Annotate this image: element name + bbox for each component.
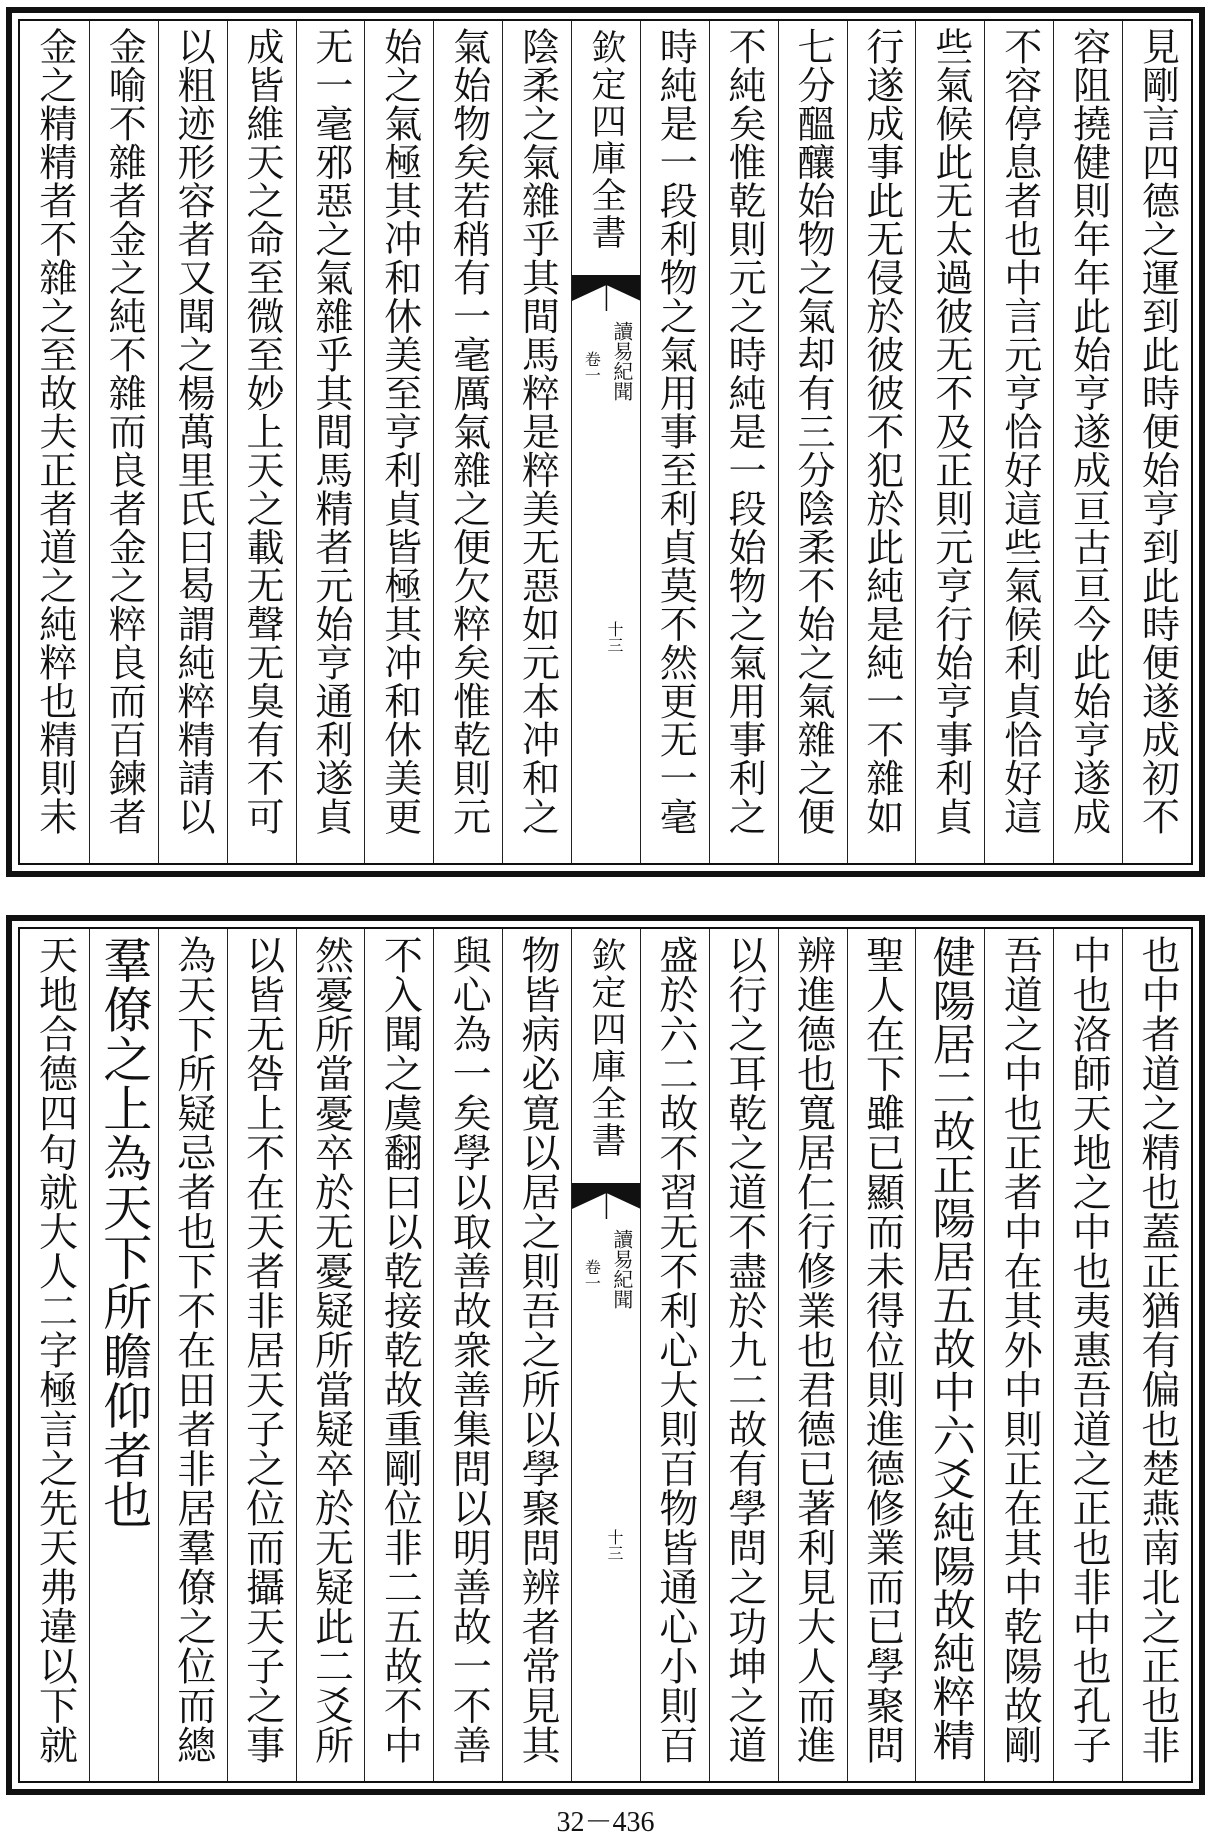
text-column [1122,21,1191,863]
top-page-frame [18,19,1193,865]
column-text: 七分醞釀始物之氣却有三分陰柔不始之氣雜之便 [791,27,836,836]
column-text: 物皆病必寛以居之則吾之所以學聚問辨者常見其 [515,935,561,1765]
column-text: 容阻撓健則年年此始亨遂成亘古亘今此始亨遂成 [1066,27,1111,836]
column-text: 不純矣惟乾則元之時純是一段始物之氣用事利之 [722,27,767,836]
column-text: 盛於六二故不習无不利心大則百物皆通心小則百 [652,935,698,1765]
column-text: 為天下所疑忌者也下不在田者非居羣僚之位而總 [170,935,216,1765]
fishtail-mark-icon [572,1179,640,1219]
page-number: 32－436 [556,1807,655,1838]
text-column [915,21,984,863]
text-column [158,929,227,1781]
column-text: 也中者道之精也蓋正猶有偏也楚燕南北之正也非 [1135,935,1181,1765]
volume-label: 卷一 [582,1259,602,1291]
text-column [502,21,571,863]
text-column [158,21,227,863]
column-text: 行遂成事此无侵於彼彼不犯於此純是純一不雜如 [859,27,904,836]
bottom-page-panel [6,915,1205,1795]
bottom-text-columns [20,929,1191,1781]
text-column [20,929,89,1781]
book-name: 讀易紀聞 [609,1229,634,1309]
text-column [296,929,365,1781]
column-text: 不容停息者也中言元亨恰好這些氣候利貞恰好這 [997,27,1042,836]
text-column [709,21,778,863]
column-text: 天地合德四句就大人二字極言之先天弗違以下就 [32,935,78,1765]
column-text: 與心為一矣學以取善故衆善集問以明善故一不善 [446,935,492,1765]
text-column [364,21,433,863]
text-column [89,929,158,1781]
column-text: 以行之耳乾之道不盡於九二故有學問之功坤之道 [721,935,767,1765]
column-text: 羣僚之上為天下所瞻仰者也 [95,935,153,1529]
column-text: 些氣候此无太過彼无不及正則元亨行始亨事利貞 [928,27,973,836]
column-text: 以皆无咎上不在天者非居天子之位而攝天子之事 [239,935,285,1765]
text-column [778,21,847,863]
text-column [89,21,158,863]
column-text: 金喻不雜者金之純不雜而良者金之粹良而百鍊者 [102,27,147,836]
text-column [847,21,916,863]
column-text: 氣始物矣若稍有一毫厲氣雜之便欠粹矣惟乾則元 [446,27,491,836]
column-text: 以粗迹形容者又聞之楊萬里氏曰曷謂純粹精請以 [171,27,216,836]
column-text: 成皆維天之命至微至妙上天之載无聲无臭有不可 [239,27,284,836]
text-column [227,21,296,863]
text-column [433,929,502,1781]
text-column [640,21,709,863]
text-column [778,929,847,1781]
column-text: 聖人在下雖已顯而未得位則進德修業而已學聚問 [859,935,905,1765]
column-text: 健陽居二故正陽居五故中六爻純陽故純粹精 [925,935,976,1762]
column-text: 陰柔之氣雜乎其間馬粹是粹美无惡如元本冲和之 [515,27,560,836]
leaf-number: 十三 [605,621,625,653]
text-column [502,929,571,1781]
volume-label: 卷一 [582,351,602,383]
text-column [984,929,1053,1781]
text-column [20,21,89,863]
text-column [1053,21,1122,863]
column-text: 中也洛師天地之中也夷惠吾道之正也非中也孔子 [1066,935,1112,1765]
text-column [296,21,365,863]
top-text-columns [20,21,1191,863]
top-page-panel [6,7,1205,877]
text-column [984,21,1053,863]
column-text: 見剛言四德之運到此時便始亨到此時便遂成初不 [1135,27,1180,836]
center-fold-column [571,21,640,863]
text-column [1122,929,1191,1781]
collection-title: 欽定四庫全書 [585,937,626,1159]
column-text: 不入聞之虞翻曰以乾接乾故重剛位非二五故不中 [377,935,423,1765]
column-text: 吾道之中也正者中在其外中則正在其中乾陽故剛 [997,935,1043,1765]
text-column [433,21,502,863]
leaf-number: 十三 [605,1529,625,1561]
book-name: 讀易紀聞 [609,321,634,401]
collection-title: 欽定四庫全書 [585,29,626,251]
column-text: 无一毫邪惡之氣雜乎其間馬精者元始亨通利遂貞 [308,27,353,836]
text-column [227,929,296,1781]
bottom-page-frame [18,927,1193,1783]
column-text: 金之精精者不雜之至故夫正者道之純粹也精則未 [32,27,77,836]
column-text: 時純是一段利物之氣用事至利貞莫不然更无一毫 [653,27,698,836]
fishtail-mark-icon [572,271,640,311]
text-column [1053,929,1122,1781]
text-column [709,929,778,1781]
column-text: 然憂所當憂卒於无憂疑所當疑卒於无疑此二爻所 [308,935,354,1765]
column-text: 辨進德也寬居仁行修業也君德已著利見大人而進 [790,935,836,1765]
column-text: 始之氣極其冲和休美至亨利貞皆極其冲和休美更 [377,27,422,836]
center-fold-column [571,929,640,1781]
text-column [915,929,984,1781]
text-column [847,929,916,1781]
text-column [640,929,709,1781]
text-column [364,929,433,1781]
